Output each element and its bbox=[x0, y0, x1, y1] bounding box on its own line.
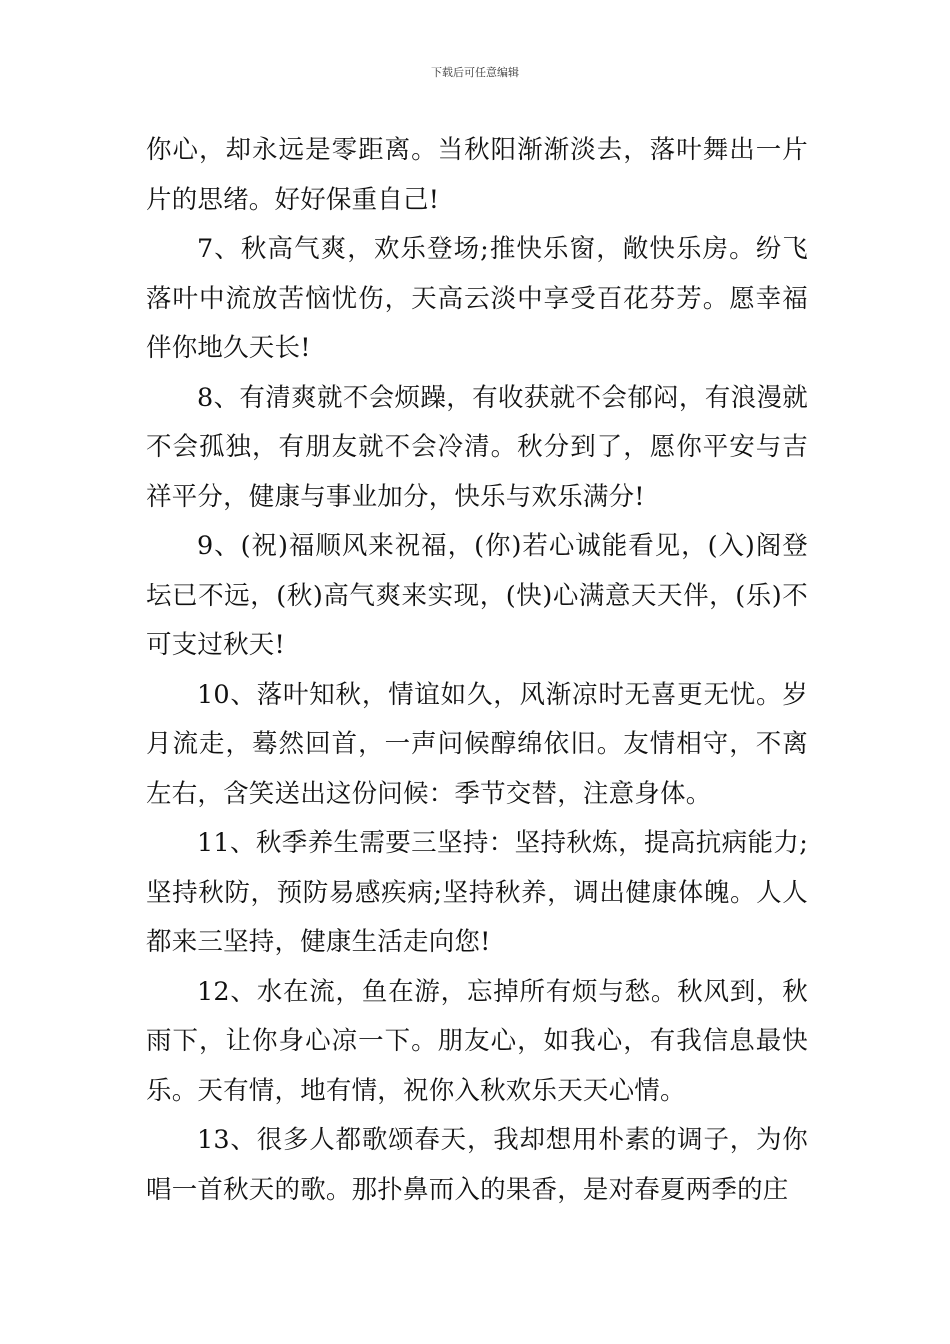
document-body bbox=[146, 126, 808, 1215]
paragraph-item-7: 7、秋高气爽，欢乐登场;推快乐窗，敞快乐房。纷飞落叶中流放苦恼忧伤，天高云淡中享受百花芬芳。愿幸福伴你地久天长! bbox=[146, 234, 808, 363]
paragraph-item-13: 13、很多人都歌颂春天，我却想用朴素的调子，为你唱一首秋天的歌。那扑鼻而入的果香，是对春夏两季的庄 bbox=[146, 1125, 808, 1205]
paragraph-item-10: 10、落叶知秋，情谊如久，风渐凉时无喜更无忧。岁月流走，蓦然回首，一声问候醇绵依旧。友情相守，不离左右，含笑送出这份问候：季节交替，注意身体。 bbox=[146, 679, 808, 809]
paragraph-continued: 你心，却永远是零距离。当秋阳渐渐淡去，落叶舞出一片片的思绪。好好保重自己! bbox=[146, 135, 808, 215]
paragraph-item-11: 11、秋季养生需要三坚持：坚持秋炼，提高抗病能力;坚持秋防，预防易感疾病;坚持秋养，调出健康体魄。人人都来三坚持，健康生活走向您! bbox=[146, 828, 808, 957]
paragraph-item-12: 12、水在流，鱼在游，忘掉所有烦与愁。秋风到，秋雨下，让你身心凉一下。朋友心，如我心，有我信息最快乐。天有情，地有情，祝你入秋欢乐天天心情。 bbox=[146, 976, 808, 1106]
paragraph-item-8: 8、有清爽就不会烦躁，有收获就不会郁闷，有浪漫就不会孤独，有朋友就不会冷清。秋分到了，愿你平安与吉祥平分，健康与事业加分，快乐与欢乐满分! bbox=[146, 382, 808, 512]
page-header: 下载后可任意编辑 bbox=[431, 66, 519, 79]
paragraph-item-9: 9、(祝)福顺风来祝福，(你)若心诚能看见，(入)阁登坛已不远，(秋)高气爽来实现，(快)心满意天天伴，(乐)不可支过秋天! bbox=[146, 531, 808, 660]
